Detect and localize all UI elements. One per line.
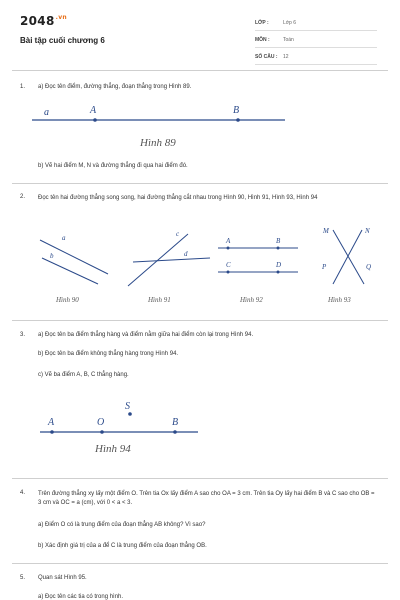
point-d [277,271,280,274]
point-a [93,118,97,122]
meta-label: MÔN : [255,37,270,43]
page-title: Bài tập cuối chương 6 [20,36,105,45]
point-label: O [97,417,105,428]
logo-text: 2048 [20,14,55,28]
point-label: B [172,417,179,428]
point-label: A [226,237,231,245]
divider [12,183,388,184]
meta-label: LỚP : [255,20,269,26]
question-number: 1. [20,84,26,90]
line-label: d [184,250,188,258]
meta-label: SỐ CÂU : [255,54,278,60]
meta-value: Toán [283,37,294,43]
question-text: Trên đường thẳng xy lấy một điểm O. Trên tia Ox lấy điểm A sao cho OA = 3 cm. Trên tia Oy lấy hai điểm B và C sao cho OB = 3 cm và OC = a (cm), với 0 < a < 3. [38,491,375,506]
point-label: C [226,261,231,269]
figure-caption: Hình 90 [56,296,79,304]
question-text: Quan sát Hình 95. [38,575,87,581]
line-b [42,258,98,284]
point-label: N [365,227,370,235]
point-label: A [90,105,97,116]
logo-suffix: .vn [55,14,67,21]
line-label: b [50,252,54,260]
question-text: b) Vẽ hai điểm M, N và đường thẳng đi qua hai điểm đó. [38,163,188,169]
point-label: P [322,263,327,271]
line-label: a [44,107,49,118]
figure-caption: Hình 92 [240,296,263,304]
question-text: c) Vẽ ba điểm A, B, C thẳng hàng. [38,372,129,378]
site-logo[interactable] [20,14,67,28]
point-b [277,247,280,250]
meta-table [255,16,377,67]
divider [12,70,388,71]
point-label: Q [366,263,372,271]
point-o [100,430,104,434]
point-label: B [233,105,240,116]
point-label: S [125,401,130,412]
figure-caption: Hình 89 [140,137,176,149]
line-label: a [62,234,66,242]
line-d [133,258,210,262]
divider [12,563,388,564]
question-text: b) Xác định giá trị của a để C là trung điểm của đoạn thẳng OB. [38,543,207,549]
question-text: Đọc tên hai đường thẳng song song, hai đường thẳng cắt nhau trong Hình 90, Hình 91, Hình 93, Hình 94 [38,195,318,201]
divider [12,320,388,321]
point-label: D [276,261,282,269]
question-text: a) Điểm O có là trung điểm của đoạn thẳng AB không? Vì sao? [38,522,206,528]
meta-value: Lớp 6 [283,20,297,26]
line-label: c [176,230,180,238]
point-s [128,412,132,416]
question-number: 3. [20,332,26,338]
question-text: a) Đọc tên ba điểm thẳng hàng và điểm nằm giữa hai điểm còn lại trong Hình 94. [38,332,254,338]
question-number: 2. [20,194,26,200]
figure-caption: Hình 94 [95,443,131,455]
meta-value: 12 [283,54,289,60]
point-a [227,247,230,250]
question-text: a) Đọc tên điểm, đường thẳng, đoạn thẳng trong Hình 89. [38,84,192,90]
point-b [236,118,240,122]
point-c [227,271,230,274]
point-label: A [48,417,55,428]
divider [12,478,388,479]
meta-row-class [255,16,377,31]
question-number: 5. [20,575,26,581]
point-label: B [276,237,281,245]
meta-row-count [255,50,377,65]
figures-90-93 [0,222,400,312]
question-text: b) Đọc tên ba điểm không thẳng hàng trong Hình 94. [38,351,179,357]
point-label: M [323,227,329,235]
figure-caption: Hình 91 [148,296,171,304]
figure-94 [0,392,400,462]
figure-89 [0,98,400,158]
meta-row-subject [255,33,377,48]
question-number: 4. [20,490,26,496]
point-b [173,430,177,434]
point-a [50,430,54,434]
question-text: a) Đọc tên các tia có trong hình. [38,594,124,600]
figure-caption: Hình 93 [328,296,351,304]
